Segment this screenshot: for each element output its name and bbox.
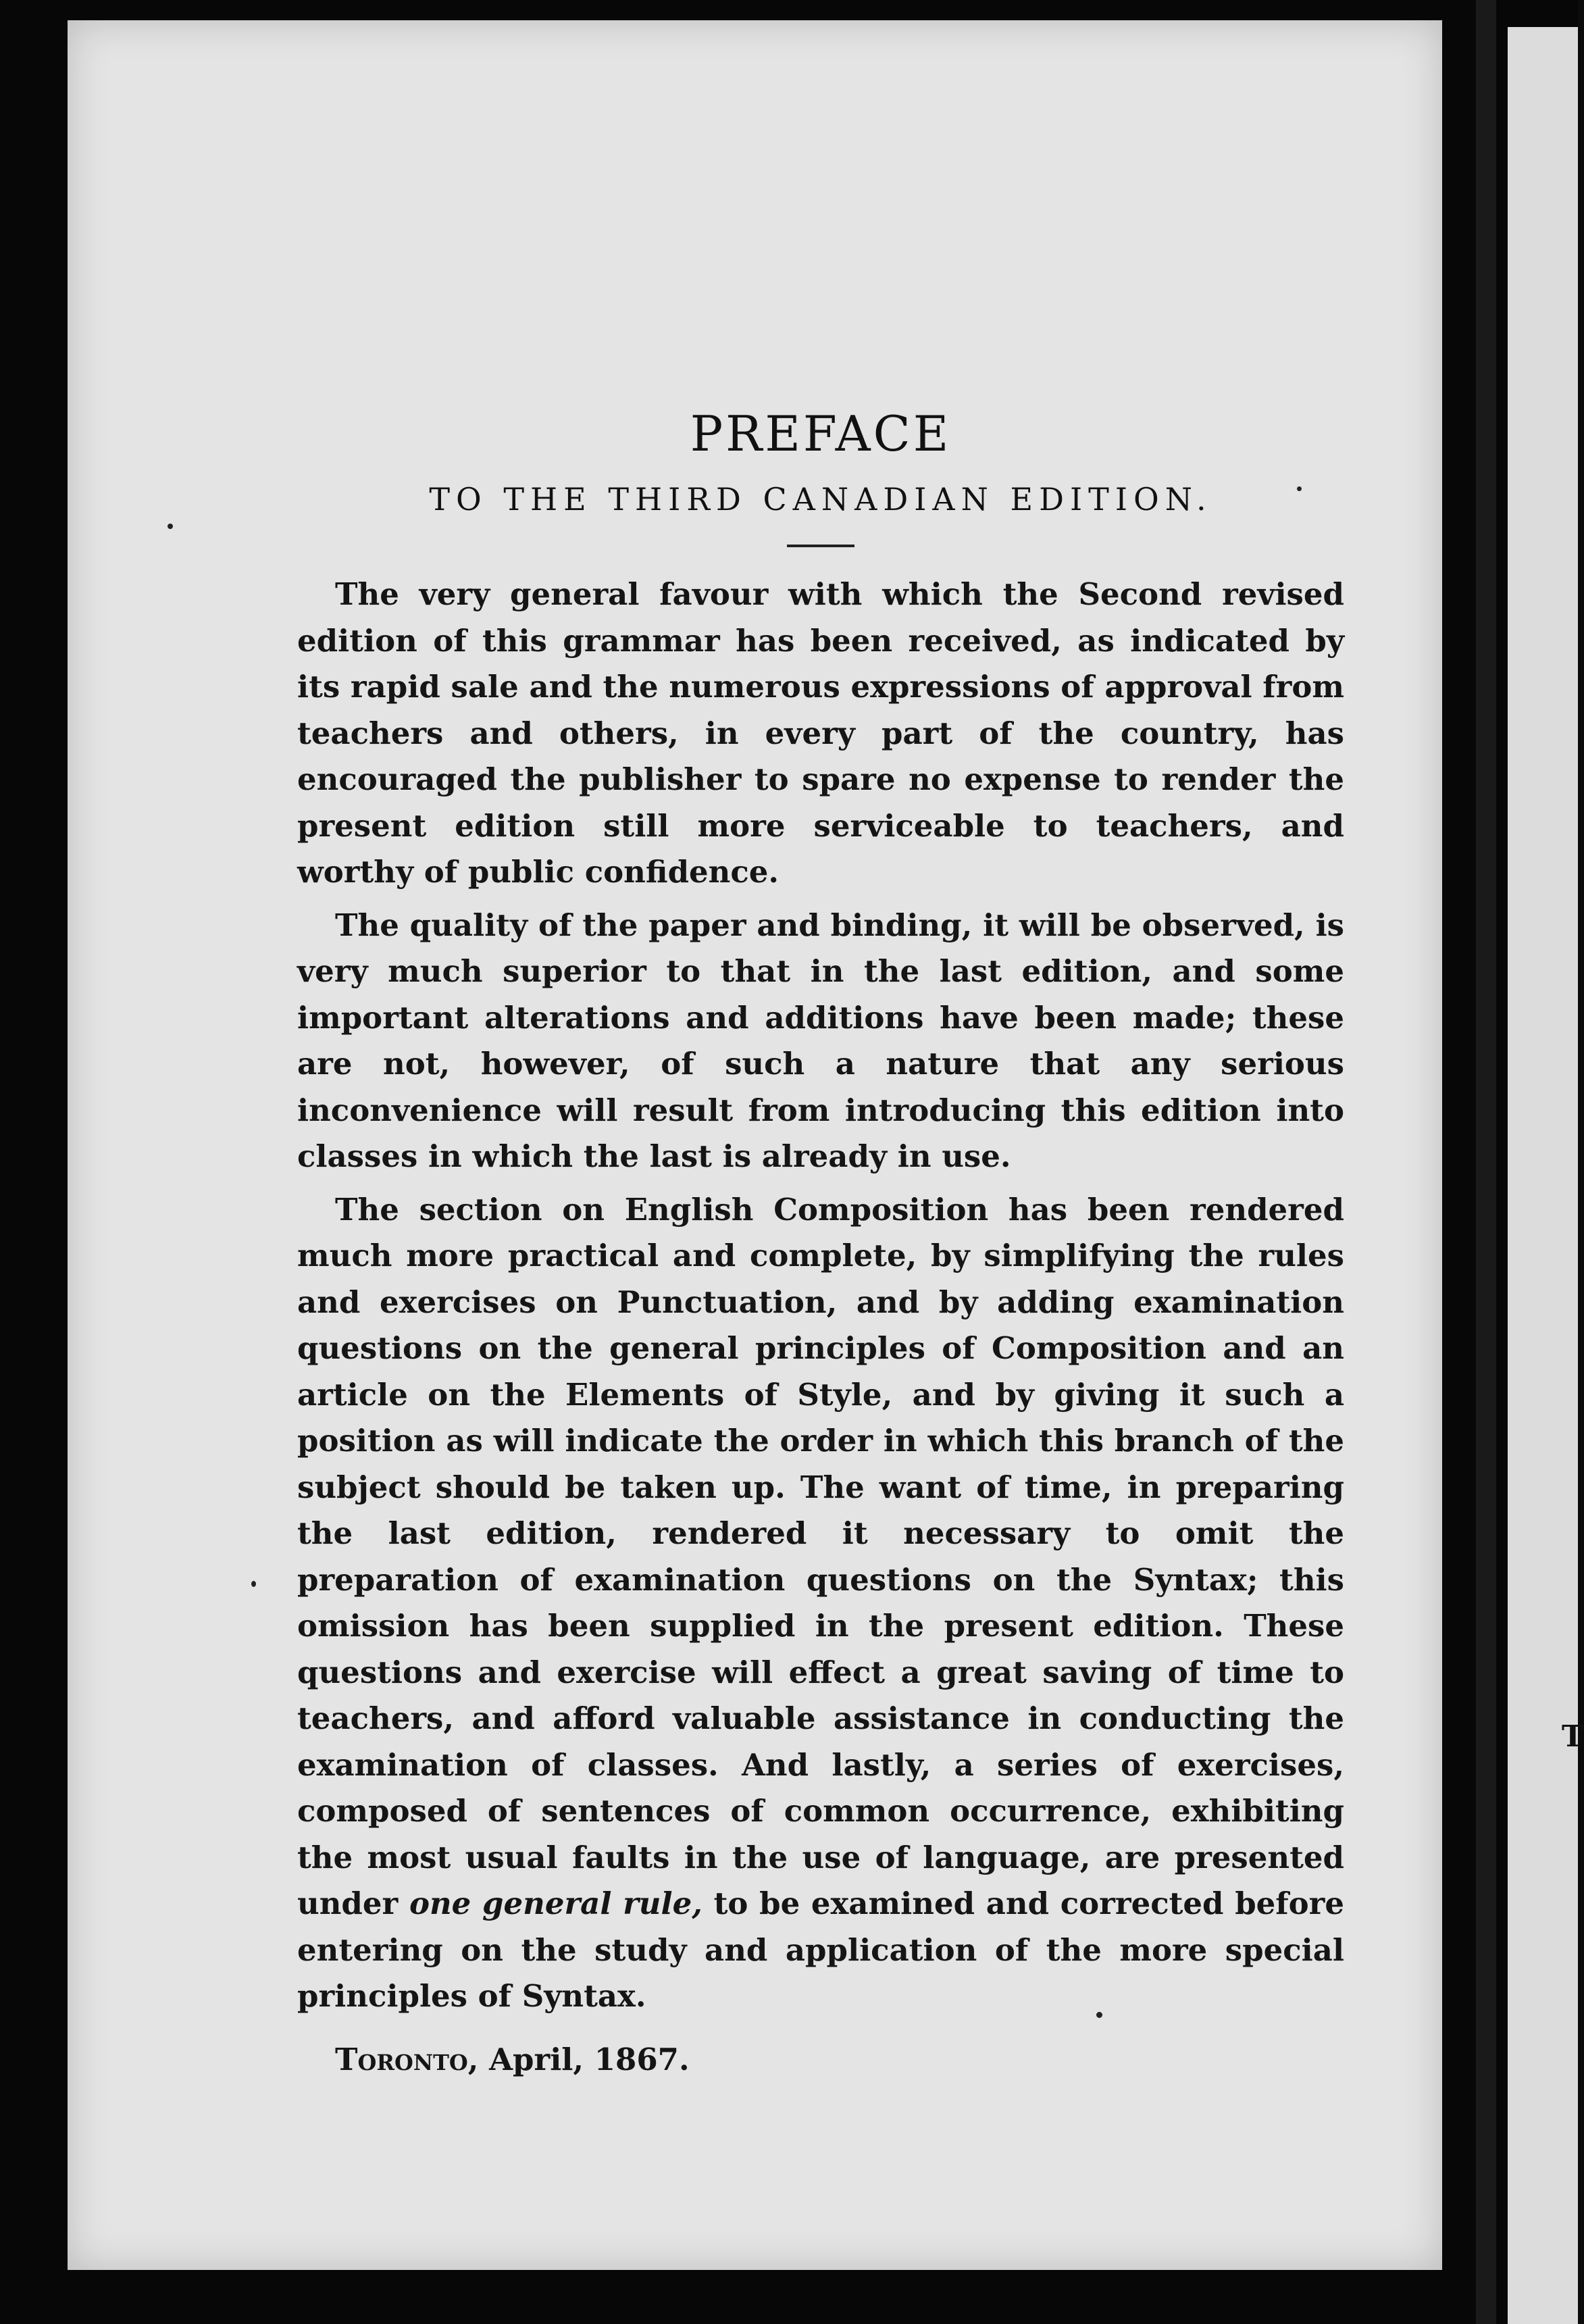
signoff-date: , April, 1867. bbox=[467, 2041, 690, 2077]
ink-speck bbox=[251, 1581, 256, 1587]
paragraph-1: The very general favour with which the Second revised edition of this grammar has been received, as indicated by its rapid sale and the numerous expressions of approval from teachers and others, in every part of the country, has encouraged the publisher to spare no expense to render the present edition still more serviceable to teachers, and worthy of public confidence. bbox=[297, 576, 1344, 890]
signoff-place: Toronto bbox=[335, 2041, 468, 2077]
adjacent-page bbox=[1508, 27, 1578, 2324]
paragraph-3-emphasis: one general rule, bbox=[409, 1886, 702, 1921]
page-title: PREFACE bbox=[690, 405, 952, 462]
title-rule bbox=[787, 545, 854, 547]
preface-text bbox=[297, 405, 1344, 2077]
page-subtitle: TO THE THIRD CANADIAN EDITION. bbox=[429, 481, 1212, 517]
page-gutter bbox=[1476, 0, 1496, 2324]
ink-speck bbox=[168, 524, 173, 529]
paragraph-3-part-2: to be examined and corrected before entering on the study and application of the more special principles of Syntax. bbox=[297, 1886, 1345, 2014]
paragraph-3 bbox=[297, 1187, 1344, 2020]
signoff bbox=[297, 2042, 1344, 2077]
adjacent-page-glyph: T bbox=[1562, 1719, 1584, 1754]
paragraph-2: The quality of the paper and binding, it will be observed, is very much superior to that in the last edition, and some important alterations and additions have been made; these are not, however, of such a nature that any serious inconvenience will result from introducing this edition into classes in which the last is already in use. bbox=[297, 907, 1344, 1174]
paragraph-3-part-1: The section on English Composition has been rendered much more practical and complete, by simplifying the rules and exercises on Punctuation, and by adding examination questions on the general principles of Composition and an article on the Elements of Style, and by giving it such a position as will indicate the order in which this branch of the subject should be taken up. The want of time, in preparing the last edition, rendered it necessary to omit the preparation of examination questions on the Syntax; this omission has been supplied in the present edition. These questions and exercise will effect a great saving of time to teachers, and afford valuable assistance in conducting the examination of classes. And lastly, a series of exercises, composed of sentences of common occurrence, exhibiting the most usual faults in the use of language, are presented under bbox=[297, 1191, 1344, 1921]
